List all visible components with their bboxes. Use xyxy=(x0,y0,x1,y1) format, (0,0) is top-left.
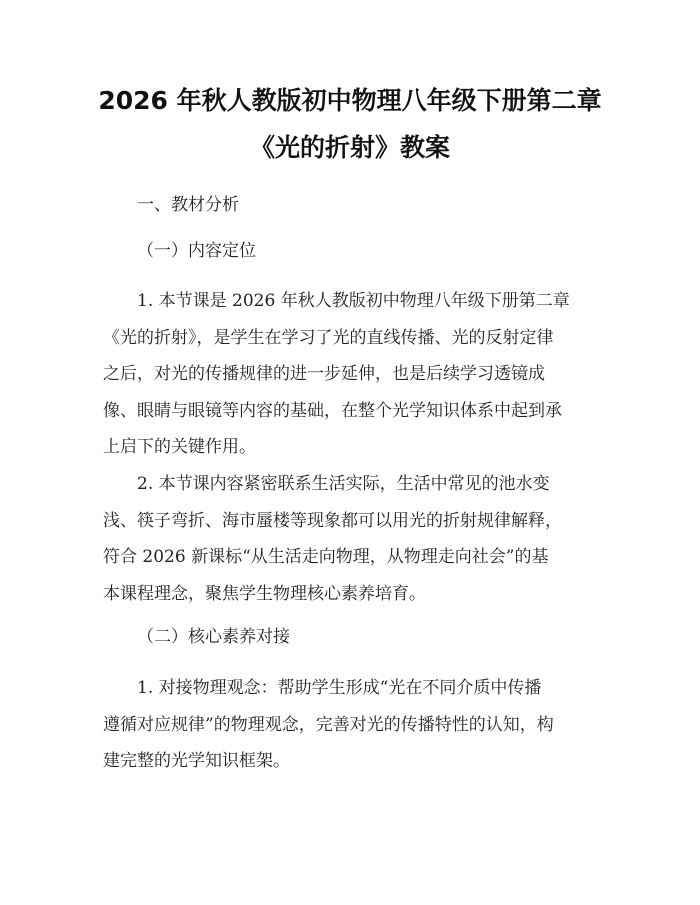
section-heading-textbook-analysis: 一、教材分析 xyxy=(137,195,239,215)
paragraph-line: 之后，对光的传播规律的进一步延伸，也是后续学习透镜成 xyxy=(103,364,545,384)
paragraph-line: 像、眼睛与眼镜等内容的基础，在整个光学知识体系中起到承 xyxy=(103,400,562,421)
paragraph-line: 建完整的光学知识框架。 xyxy=(103,751,290,771)
document-title-line-1: 2026 年秋人教版初中物理八年级下册第二章 xyxy=(98,86,602,115)
paragraph-line: 1. 对接物理观念：帮助学生形成“光在不同介质中传播 xyxy=(137,678,542,698)
paragraph-line: 1. 本节课是 2026 年秋人教版初中物理八年级下册第二章 xyxy=(137,291,570,311)
subsection-heading-core-literacy: （二）核心素养对接 xyxy=(137,627,290,647)
paragraph-content-positioning-1 xyxy=(103,283,603,466)
paragraph-line: 上启下的关键作用。 xyxy=(103,437,256,457)
paragraph-content-positioning-2 xyxy=(103,466,603,612)
document-title-line-2: 《光的折射》教案 xyxy=(249,133,450,162)
paragraph-line: 浅、筷子弯折、海市蜃楼等现象都可以用光的折射规律解释， xyxy=(103,510,562,531)
subsection-heading-content-positioning: （一）内容定位 xyxy=(137,241,256,261)
paragraph-line: 遵循对应规律”的物理观念，完善对光的传播特性的认知，构 xyxy=(103,714,554,735)
paragraph-line: 《光的折射》，是学生在学习了光的直线传播、光的反射定律 xyxy=(103,327,554,348)
paragraph-line: 符合 2026 新课标“从生活走向物理，从物理走向社会”的基 xyxy=(103,547,549,567)
paragraph-line: 本课程理念，聚焦学生物理核心素养培育。 xyxy=(103,583,426,604)
paragraph-core-literacy-1 xyxy=(103,670,603,780)
paragraph-line: 2. 本节课内容紧密联系生活实际，生活中常见的池水变 xyxy=(137,474,550,494)
